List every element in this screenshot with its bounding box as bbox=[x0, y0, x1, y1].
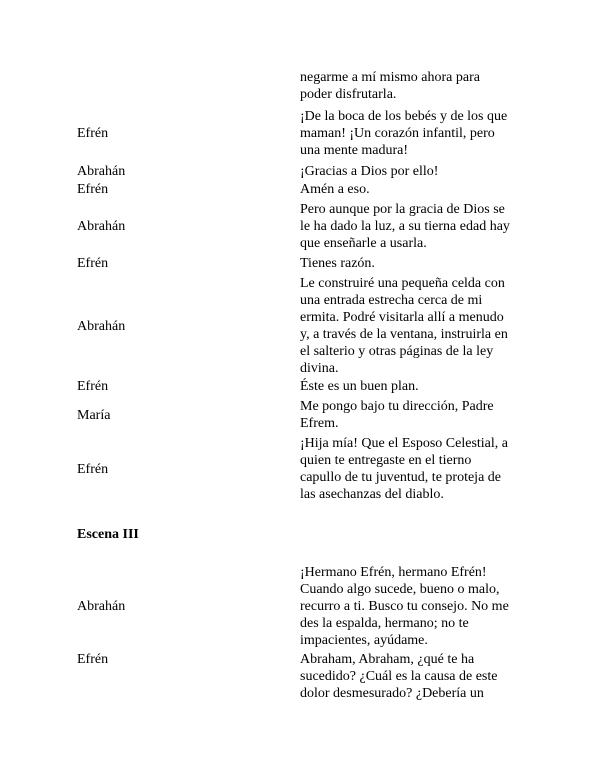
dialogue-text: Amén a eso. bbox=[300, 182, 370, 197]
dialogue-text: ¡De la boca de los bebés y de los que maman! ¡Un corazón infantil, pero una mente madura! bbox=[300, 109, 508, 158]
dialogue-text: Le construiré una pequeña celda con una entrada estrecha cerca de mi ermita. Podré visitarla allí a menudo y, a través de la ventana, instruirla en el salterio y otras páginas de la ley divina. bbox=[300, 276, 508, 376]
speaker-name: Abrahán bbox=[77, 599, 126, 614]
speaker-name: Efrén bbox=[77, 379, 109, 394]
dialogue-text: Tienes razón. bbox=[300, 256, 375, 271]
speaker-name: Efrén bbox=[77, 126, 109, 141]
dialogue-text: ¡Gracias a Dios por ello! bbox=[300, 164, 439, 179]
dialogue-text: Pero aunque por la gracia de Dios se le ha dado la luz, a su tierna edad hay que enseñarle a usarla. bbox=[300, 202, 510, 251]
speaker-name: Efrén bbox=[77, 462, 109, 477]
speaker-name: Efrén bbox=[77, 256, 109, 271]
dialogue-text: Me pongo bajo tu dirección, Padre Efrem. bbox=[300, 399, 494, 431]
speaker-name: Abrahán bbox=[77, 164, 126, 179]
dialogue-text: negarme a mí mismo ahora para poder disfrutarla. bbox=[300, 70, 480, 102]
dialogue-text: ¡Hermano Efrén, hermano Efrén! Cuando algo sucede, bueno o malo, recurro a ti. Busco tu consejo. No me des la espalda, hermano; no te impacientes, ayúdame. bbox=[300, 565, 509, 648]
dialogue-text: Abraham, Abraham, ¿qué te ha sucedido? ¿Cuál es la causa de este dolor desmesurado? ¿Debería un bbox=[300, 652, 498, 701]
dialogue-text: ¡Hija mía! Que el Esposo Celestial, a quien te entregaste en el tierno capullo de tu juventud, te proteja de las asechanzas del diablo. bbox=[300, 436, 508, 502]
scene-heading: Escena III bbox=[77, 527, 139, 542]
speaker-name: Abrahán bbox=[77, 319, 126, 334]
speaker-name: María bbox=[77, 408, 111, 423]
speaker-name: Efrén bbox=[77, 182, 109, 197]
speaker-name: Abrahán bbox=[77, 219, 126, 234]
speaker-name: Efrén bbox=[77, 652, 109, 667]
dialogue-text: Éste es un buen plan. bbox=[300, 379, 419, 394]
